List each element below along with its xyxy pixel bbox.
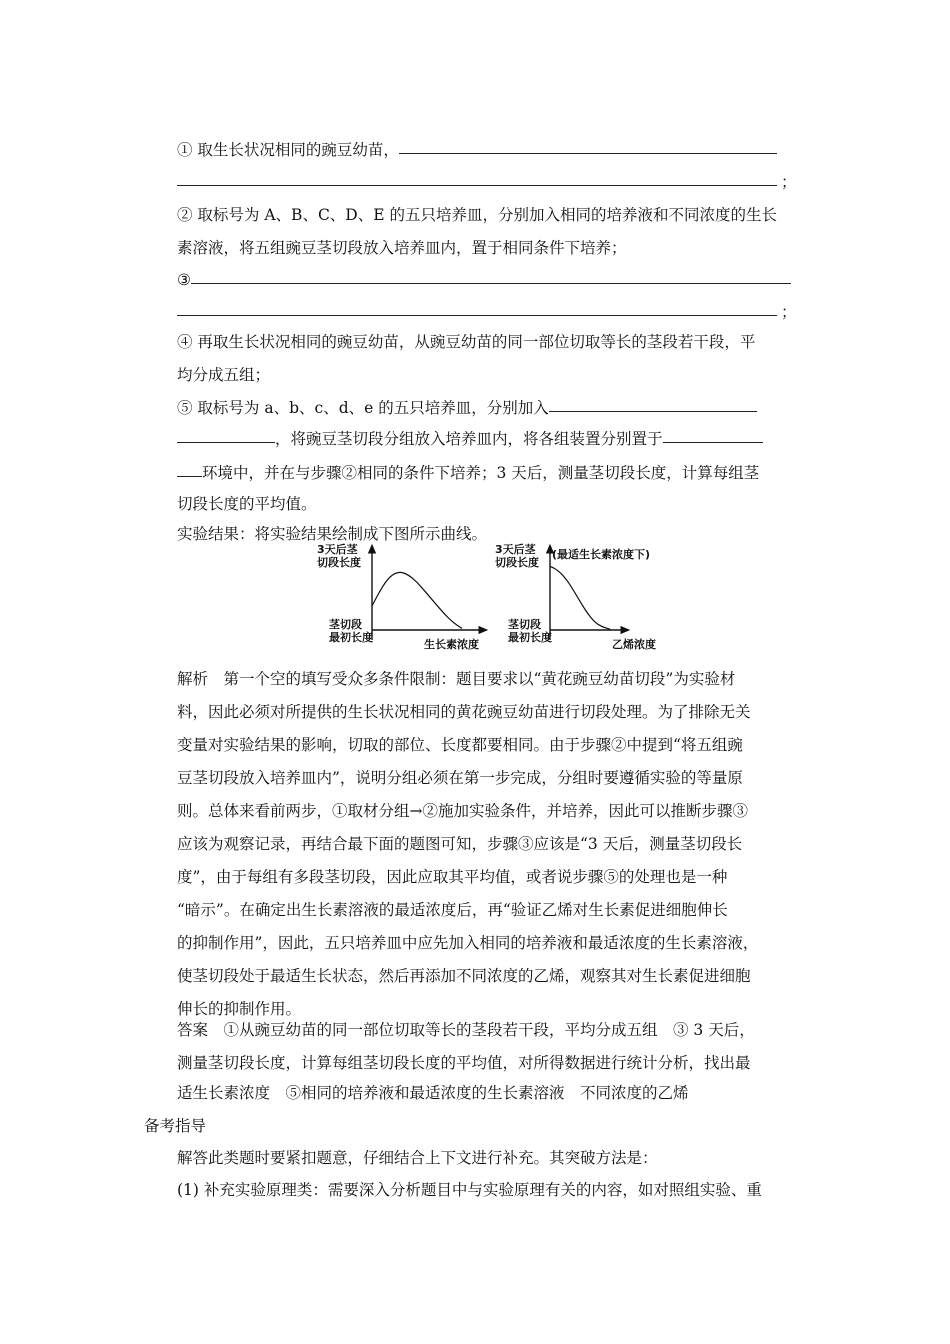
chart1-ylabel-1: 3天后茎 — [317, 543, 358, 556]
chart2-annotation: (最适生长素浓度下) — [552, 548, 651, 561]
chart1-origin-1: 茎切段 — [329, 618, 362, 631]
step-5-text-3: 环境中，并在与步骤②相同的条件下培养；3 天后，测量茎切段长度，计算每组茎 — [202, 464, 760, 482]
step-5-blank-3[interactable] — [663, 441, 763, 443]
step-3-text: ③ — [177, 271, 191, 289]
step-3-blank-2[interactable] — [177, 314, 777, 316]
chart2-origin-2: 最初长度 — [508, 631, 552, 644]
step-5-blank-4[interactable] — [177, 475, 202, 477]
analysis-line-5: 则。总体来看前两步，①取材分组→②施加实验条件，并培养，因此可以推断步骤③ — [177, 802, 748, 820]
analysis-line-10: 使茎切段处于最适生长状态，然后再添加不同浓度的乙烯，观察其对生长素促进细胞 — [177, 967, 751, 985]
chart2-curve — [550, 566, 610, 629]
step-5-text-1: ⑤ 取标号为 a、b、c、d、e 的五只培养皿，分别加入 — [177, 399, 549, 417]
step-4-line-2: 均分成五组； — [177, 366, 271, 384]
chart2-ylabel-1: 3天后茎 — [495, 543, 536, 556]
step-5-blank-2[interactable] — [177, 441, 275, 443]
chart2-ylabel-2: 切段长度 — [495, 556, 539, 569]
answer-line-2: 测量茎切段长度，计算每组茎切段长度的平均值，对所得数据进行统计分析，找出最 — [177, 1054, 751, 1072]
chart1-xlabel: 生长素浓度 — [424, 638, 479, 651]
result-charts-svg — [314, 540, 674, 658]
answer-line-1: 答案 ①从豌豆幼苗的同一部位切取等长的茎段若干段，平均分成五组 ③ 3 天后， — [177, 1021, 755, 1039]
step-2-line-1: ② 取标号为 A、B、C、D、E 的五只培养皿，分别加入相同的培养液和不同浓度的生长 — [177, 206, 777, 224]
answer-line-3: 适生长素浓度 ⑤相同的培养液和最适浓度的生长素溶液 不同浓度的乙烯 — [177, 1084, 689, 1102]
chart1-origin-2: 最初长度 — [329, 631, 373, 644]
step-3-end: ； — [781, 303, 797, 321]
step-5-line-2 — [177, 429, 763, 449]
step-4-line-1: ④ 再取生长状况相同的豌豆幼苗，从豌豆幼苗的同一部位切取等长的茎段若干段，平 — [177, 333, 756, 351]
chart1-curve — [372, 572, 462, 628]
step-1-end: ； — [781, 173, 797, 191]
step-5-line-3 — [177, 463, 759, 483]
step-1-blank-2[interactable] — [177, 184, 777, 186]
step-1-blank[interactable] — [399, 152, 777, 154]
analysis-line-7: 度”，由于每组有多段茎切段，因此应取其平均值，或者说步骤⑤的处理也是一种 — [177, 868, 728, 886]
analysis-line-3: 变量对实验结果的影响，切取的部位、长度都要相同。由于步骤②中提到“将五组豌 — [177, 736, 743, 754]
step-5-line-1 — [177, 398, 757, 418]
analysis-line-11: 伸长的抑制作用。 — [177, 1000, 302, 1018]
step-5-blank-1[interactable] — [549, 410, 757, 412]
guide-line-1: 解答此类题时要紧扣题意，仔细结合上下文进行补充。其突破方法是： — [177, 1149, 658, 1167]
step-1-cont — [177, 172, 797, 192]
chart2-xlabel: 乙烯浓度 — [612, 638, 656, 651]
step-2-line-2: 素溶液，将五组豌豆茎切段放入培养皿内，置于相同条件下培养； — [177, 239, 627, 257]
step-3 — [177, 270, 791, 290]
step-1-text: ① 取生长状况相同的豌豆幼苗， — [177, 141, 399, 159]
analysis-line-9: 的抑制作用”，因此，五只培养皿中应先加入相同的培养液和最适浓度的生长素溶液， — [177, 934, 759, 952]
chart2-origin-1: 茎切段 — [508, 618, 541, 631]
result-intro: 实验结果：将实验结果绘制成下图所示曲线。 — [177, 525, 488, 543]
step-1 — [177, 140, 777, 160]
result-charts — [314, 540, 674, 658]
analysis-line-6: 应该为观察记录，再结合最下面的题图可知，步骤③应该是“3 天后，测量茎切段长 — [177, 835, 743, 853]
step-5-text-2: ，将豌豆茎切段分组放入培养皿内，将各组装置分别置于 — [275, 430, 663, 448]
analysis-line-1: 解析 第一个空的填写受众多条件限制：题目要求以“黄花豌豆幼苗切段”为实验材 — [177, 670, 736, 688]
guide-title: 备考指导 — [144, 1117, 207, 1135]
step-3-cont — [177, 302, 797, 322]
step-5-line-4: 切段长度的平均值。 — [177, 495, 317, 513]
step-3-blank[interactable] — [191, 282, 791, 284]
guide-line-2: (1) 补充实验原理类：需要深入分析题目中与实验原理有关的内容，如对照组实验、重 — [177, 1181, 762, 1199]
analysis-line-2: 料，因此必须对所提供的生长状况相同的黄花豌豆幼苗进行切段处理。为了排除无关 — [177, 703, 751, 721]
chart1-ylabel-2: 切段长度 — [317, 556, 361, 569]
analysis-line-8: “暗示”。在确定出生长素溶液的最适浓度后，再“验证乙烯对生长素促进细胞伸长 — [177, 901, 728, 919]
analysis-line-4: 豆茎切段放入培养皿内”，说明分组必须在第一步完成，分组时要遵循实验的等量原 — [177, 769, 743, 787]
